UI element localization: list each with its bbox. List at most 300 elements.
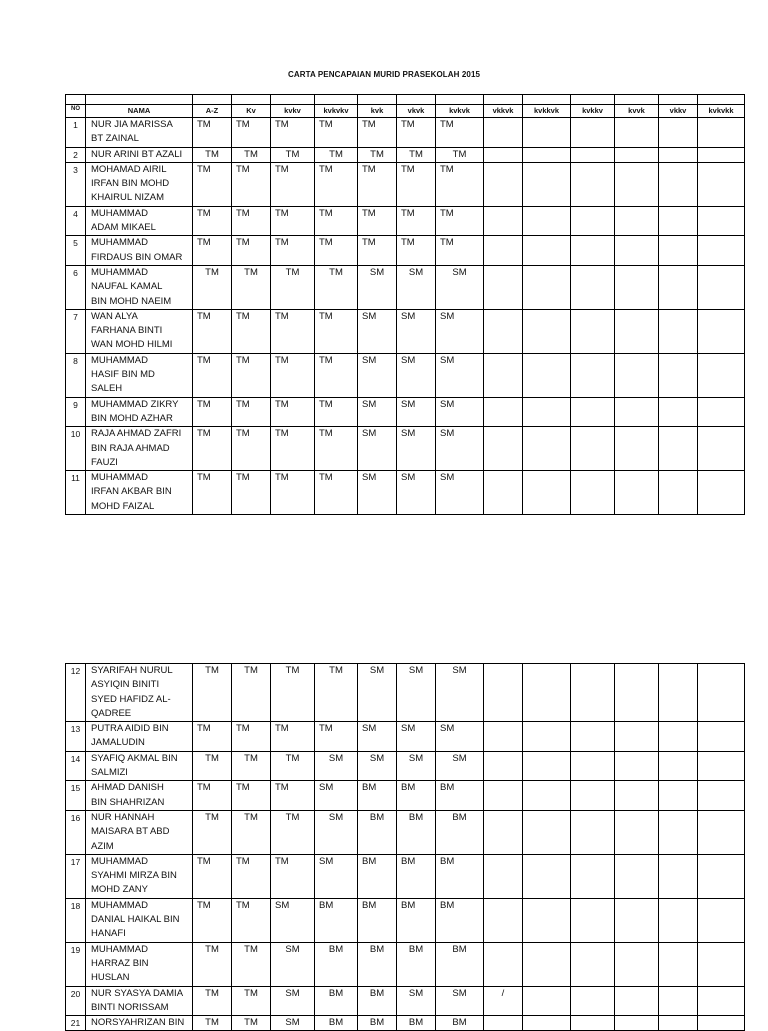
achievement-cell <box>659 854 698 898</box>
achievement-cell: SM <box>271 986 315 1016</box>
achievement-cell: TM <box>232 162 271 206</box>
achievement-cell: TM <box>358 206 397 236</box>
achievement-cell: TM <box>232 810 271 854</box>
achievement-cell: TM <box>193 1016 232 1031</box>
achievement-cell: TM <box>271 265 315 309</box>
achievement-cell: TM <box>193 781 232 811</box>
achievement-cell: TM <box>232 722 271 752</box>
achievement-cell: TM <box>397 206 436 236</box>
achievement-cell: SM <box>397 471 436 515</box>
achievement-cell <box>571 427 615 471</box>
achievement-cell <box>698 236 745 266</box>
achievement-cell: TM <box>193 751 232 781</box>
achievement-cell: SM <box>315 854 358 898</box>
student-name-line: ADAM MIKAEL <box>91 222 156 234</box>
student-name <box>86 898 193 942</box>
achievement-cell: SM <box>315 810 358 854</box>
achievement-cell <box>659 810 698 854</box>
achievement-cell: TM <box>358 162 397 206</box>
achievement-cell: SM <box>358 397 397 427</box>
row-number: 20 <box>66 986 86 1016</box>
student-name <box>86 664 193 722</box>
achievement-cell: TM <box>315 397 358 427</box>
column-header: kvkkvk <box>523 105 571 118</box>
achievement-cell <box>659 236 698 266</box>
achievement-cell: TM <box>436 147 484 162</box>
achievement-cell: TM <box>271 118 315 148</box>
achievement-cell: TM <box>271 751 315 781</box>
achievement-cell: TM <box>193 854 232 898</box>
achievement-cell <box>615 751 659 781</box>
achievement-cell <box>484 810 523 854</box>
achievement-cell <box>571 147 615 162</box>
achievement-cell: TM <box>315 309 358 353</box>
achievement-cell <box>571 162 615 206</box>
achievement-cell: SM <box>271 942 315 986</box>
achievement-cell: TM <box>315 206 358 236</box>
empty-cell <box>66 95 86 105</box>
student-name-line: JAMALUDIN <box>91 737 145 749</box>
student-name <box>86 309 193 353</box>
column-header: kvkvkk <box>698 105 745 118</box>
achievement-cell: TM <box>436 162 484 206</box>
achievement-cell: TM <box>232 118 271 148</box>
achievement-cell <box>523 265 571 309</box>
achievement-cell <box>523 1016 571 1031</box>
student-name-line: NAUFAL KAMAL <box>91 281 163 293</box>
achievement-cell: BM <box>397 898 436 942</box>
achievement-cell <box>484 751 523 781</box>
achievement-cell <box>571 898 615 942</box>
achievement-cell: TM <box>232 397 271 427</box>
achievement-cell <box>484 147 523 162</box>
achievement-cell: SM <box>436 265 484 309</box>
achievement-cell <box>571 309 615 353</box>
achievement-cell <box>659 309 698 353</box>
table-row <box>66 986 745 1016</box>
student-name-line: ASYIQIN BINITI <box>91 679 160 691</box>
row-number: 14 <box>66 751 86 781</box>
achievement-cell <box>698 898 745 942</box>
achievement-cell: TM <box>193 236 232 266</box>
row-number: 9 <box>66 397 86 427</box>
achievement-cell: BM <box>436 810 484 854</box>
achievement-cell: SM <box>397 722 436 752</box>
achievement-cell <box>659 353 698 397</box>
achievement-cell: SM <box>397 265 436 309</box>
row-number: 4 <box>66 206 86 236</box>
achievement-cell: TM <box>193 471 232 515</box>
achievement-cell: TM <box>271 854 315 898</box>
row-number: 21 <box>66 1016 86 1031</box>
student-name-line: FAUZI <box>91 456 118 468</box>
achievement-cell <box>484 265 523 309</box>
achievement-cell: TM <box>358 147 397 162</box>
achievement-cell <box>523 427 571 471</box>
achievement-cell <box>615 353 659 397</box>
achievement-cell: TM <box>193 353 232 397</box>
achievement-cell <box>615 781 659 811</box>
student-name-line: MOHD FAIZAL <box>91 500 155 512</box>
achievement-cell <box>659 664 698 722</box>
table-row <box>66 427 745 471</box>
column-header: kvkvkv <box>315 105 358 118</box>
achievement-cell: TM <box>193 986 232 1016</box>
achievement-cell: SM <box>358 427 397 471</box>
row-number: 16 <box>66 810 86 854</box>
achievement-cell <box>523 898 571 942</box>
student-name-line: RAJA AHMAD ZAFRI <box>91 428 182 440</box>
row-number: 17 <box>66 854 86 898</box>
student-name-line: MUHAMMAD <box>91 354 148 366</box>
achievement-cell: SM <box>436 353 484 397</box>
achievement-cell: SM <box>397 397 436 427</box>
student-name-line: BIN MOHD NAEIM <box>91 295 172 307</box>
achievement-cell: BM <box>397 942 436 986</box>
achievement-cell: TM <box>232 751 271 781</box>
column-header: vkkv <box>659 105 698 118</box>
achievement-cell <box>615 986 659 1016</box>
table-row <box>66 397 745 427</box>
achievement-cell <box>659 397 698 427</box>
achievement-cell: TM <box>232 309 271 353</box>
achievement-cell: TM <box>193 810 232 854</box>
achievement-cell <box>484 781 523 811</box>
achievement-cell: TM <box>271 810 315 854</box>
achievement-cell <box>484 309 523 353</box>
achievement-cell: TM <box>232 781 271 811</box>
row-number: 15 <box>66 781 86 811</box>
student-name-line: AZIM <box>91 840 114 852</box>
achievement-cell <box>615 118 659 148</box>
achievement-cell <box>698 722 745 752</box>
achievement-cell <box>523 471 571 515</box>
achievement-cell <box>698 942 745 986</box>
achievement-cell: TM <box>232 265 271 309</box>
student-name <box>86 353 193 397</box>
student-name-line: MUHAMMAD <box>91 472 148 484</box>
row-number: 3 <box>66 162 86 206</box>
student-name-line: FARHANA BINTI <box>91 325 163 337</box>
achievement-cell: TM <box>193 427 232 471</box>
achievement-cell: TM <box>271 427 315 471</box>
achievement-cell: BM <box>358 810 397 854</box>
column-header: kvkv <box>271 105 315 118</box>
achievement-cell: SM <box>315 781 358 811</box>
row-number: 2 <box>66 147 86 162</box>
achievement-cell <box>571 810 615 854</box>
achievement-cell: TM <box>271 471 315 515</box>
achievement-cell: BM <box>397 781 436 811</box>
achievement-cell <box>659 898 698 942</box>
achievement-cell: TM <box>232 206 271 236</box>
student-name <box>86 162 193 206</box>
achievement-cell <box>615 942 659 986</box>
student-name-line: SYED HAFIDZ AL- <box>91 693 171 705</box>
achievement-cell: BM <box>436 781 484 811</box>
student-name <box>86 427 193 471</box>
achievement-cell: BM <box>358 986 397 1016</box>
spacer-row <box>66 95 745 105</box>
student-name-line: MUHAMMAD <box>91 899 148 911</box>
achievement-cell: TM <box>271 397 315 427</box>
table-row <box>66 265 745 309</box>
student-name-line: BINTI NORISSAM <box>91 1001 169 1013</box>
student-name-line: MAISARA BT ABD <box>91 826 170 838</box>
student-name-line: MUHAMMAD <box>91 855 148 867</box>
achievement-cell <box>523 854 571 898</box>
student-name-line: IRFAN BIN MOHD <box>91 178 170 190</box>
column-header: vkvk <box>397 105 436 118</box>
achievement-cell: TM <box>232 986 271 1016</box>
achievement-cell <box>659 162 698 206</box>
achievement-cell: SM <box>358 722 397 752</box>
achievement-cell: SM <box>397 986 436 1016</box>
achievement-cell <box>698 781 745 811</box>
achievement-cell: TM <box>193 147 232 162</box>
achievement-cell <box>484 206 523 236</box>
student-name-line: HANAFI <box>91 928 126 940</box>
achievement-cell <box>523 309 571 353</box>
achievement-cell <box>571 664 615 722</box>
achievement-cell <box>571 722 615 752</box>
achievement-cell: TM <box>271 147 315 162</box>
achievement-cell <box>571 471 615 515</box>
achievement-cell: SM <box>436 397 484 427</box>
achievement-cell: BM <box>358 854 397 898</box>
student-name <box>86 722 193 752</box>
achievement-cell: BM <box>397 1016 436 1031</box>
student-name <box>86 1016 193 1031</box>
achievement-cell <box>484 1016 523 1031</box>
achievement-cell: TM <box>193 206 232 236</box>
student-name-line: MUHAMMAD <box>91 207 148 219</box>
achievement-cell: TM <box>271 162 315 206</box>
table-row <box>66 236 745 266</box>
achievement-cell <box>659 265 698 309</box>
achievement-cell <box>615 471 659 515</box>
empty-cell <box>571 95 615 105</box>
student-name-line: DANIAL HAIKAL BIN <box>91 914 180 926</box>
achievement-cell: SM <box>358 664 397 722</box>
empty-cell <box>436 95 484 105</box>
achievement-cell <box>698 353 745 397</box>
table-row <box>66 206 745 236</box>
achievement-cell <box>523 162 571 206</box>
empty-cell <box>86 95 193 105</box>
student-name-line: SALMIZI <box>91 767 128 779</box>
column-header: kvkkv <box>571 105 615 118</box>
achievement-cell: BM <box>315 986 358 1016</box>
student-name-line: NUR SYASYA DAMIA <box>91 987 184 999</box>
achievement-cell: BM <box>315 942 358 986</box>
column-header: NAMA <box>86 105 193 118</box>
achievement-cell <box>523 147 571 162</box>
achievement-cell <box>484 898 523 942</box>
achievement-cell: SM <box>436 751 484 781</box>
achievement-cell <box>571 397 615 427</box>
row-number: 12 <box>66 664 86 722</box>
achievement-cell: TM <box>271 664 315 722</box>
student-name-line: NUR JIA MARISSA <box>91 119 173 130</box>
achievement-cell <box>615 427 659 471</box>
achievement-cell <box>571 986 615 1016</box>
row-number: 8 <box>66 353 86 397</box>
table-row <box>66 781 745 811</box>
row-number: 13 <box>66 722 86 752</box>
achievement-cell <box>571 942 615 986</box>
achievement-cell <box>615 206 659 236</box>
achievement-cell <box>523 664 571 722</box>
achievement-cell <box>659 427 698 471</box>
achievement-cell <box>571 353 615 397</box>
student-name-line: HASIF BIN MD <box>91 369 155 381</box>
achievement-cell: TM <box>193 664 232 722</box>
table-row <box>66 1016 745 1031</box>
student-name-line: SYAHMI MIRZA BIN <box>91 870 177 882</box>
student-name-line: MOHAMAD AIRIL <box>91 163 167 175</box>
achievement-cell <box>698 810 745 854</box>
achievement-cell: TM <box>315 427 358 471</box>
achievement-cell: BM <box>436 942 484 986</box>
achievement-cell: TM <box>315 118 358 148</box>
student-name <box>86 781 193 811</box>
achievement-cell: TM <box>315 722 358 752</box>
achievement-cell: TM <box>232 898 271 942</box>
student-name <box>86 986 193 1016</box>
achievement-cell <box>659 471 698 515</box>
achievement-cell <box>659 147 698 162</box>
achievement-cell <box>659 751 698 781</box>
empty-cell <box>484 95 523 105</box>
empty-cell <box>698 95 745 105</box>
achievement-cell <box>659 1016 698 1031</box>
empty-cell <box>358 95 397 105</box>
student-name-line: BT ZAINAL <box>91 133 139 145</box>
achievement-cell: SM <box>436 664 484 722</box>
student-name <box>86 471 193 515</box>
achievement-cell <box>523 942 571 986</box>
row-number: 18 <box>66 898 86 942</box>
table-row <box>66 353 745 397</box>
achievement-cell: SM <box>315 751 358 781</box>
student-name-line: MUHAMMAD <box>91 943 148 955</box>
student-name-line: NUR ARINI BT AZALI <box>91 148 183 160</box>
achievement-cell <box>484 162 523 206</box>
table-row <box>66 118 745 148</box>
achievement-cell <box>698 751 745 781</box>
student-name-line: MUHAMMAD ZIKRY <box>91 398 179 410</box>
achievement-cell: TM <box>193 309 232 353</box>
achievement-cell: TM <box>232 427 271 471</box>
table-row <box>66 751 745 781</box>
achievement-cell: SM <box>436 309 484 353</box>
achievement-cell: / <box>484 986 523 1016</box>
empty-cell <box>271 95 315 105</box>
column-header: kvkvk <box>436 105 484 118</box>
achievement-cell: TM <box>193 162 232 206</box>
achievement-cell: BM <box>358 1016 397 1031</box>
achievement-cell <box>571 206 615 236</box>
achievement-cell <box>571 118 615 148</box>
achievement-cell <box>523 236 571 266</box>
achievement-cell: TM <box>397 147 436 162</box>
student-name-line: NUR HANNAH <box>91 811 155 823</box>
achievement-cell <box>659 781 698 811</box>
student-name-line: HARRAZ BIN <box>91 957 149 969</box>
achievement-cell <box>484 353 523 397</box>
header-row <box>66 105 745 118</box>
achievement-cell <box>698 147 745 162</box>
achievement-cell: TM <box>397 162 436 206</box>
student-name-line: SYARIFAH NURUL <box>91 665 173 676</box>
achievement-cell <box>698 427 745 471</box>
student-name-line: SYAFIQ AKMAL BIN <box>91 752 178 764</box>
student-name-line: HUSLAN <box>91 972 130 984</box>
row-number: 19 <box>66 942 86 986</box>
achievement-cell <box>615 810 659 854</box>
achievement-cell: BM <box>397 854 436 898</box>
achievement-cell <box>659 118 698 148</box>
achievement-cell: TM <box>271 781 315 811</box>
achievement-cell <box>523 722 571 752</box>
empty-cell <box>232 95 271 105</box>
page-title: CARTA PENCAPAIAN MURID PRASEKOLAH 2015 <box>287 70 481 79</box>
achievement-cell: BM <box>436 1016 484 1031</box>
student-name-line: BIN MOHD AZHAR <box>91 412 173 424</box>
column-header: kvk <box>358 105 397 118</box>
achievement-cell: SM <box>436 722 484 752</box>
achievement-cell <box>615 722 659 752</box>
row-number: 7 <box>66 309 86 353</box>
achievement-cell <box>523 751 571 781</box>
achievement-cell: TM <box>232 147 271 162</box>
achievement-cell: SM <box>358 751 397 781</box>
achievement-cell: TM <box>271 722 315 752</box>
achievement-cell: SM <box>436 986 484 1016</box>
student-name-line: AHMAD DANISH <box>91 782 164 794</box>
achievement-cell <box>698 986 745 1016</box>
achievement-cell <box>523 986 571 1016</box>
achievement-cell <box>698 664 745 722</box>
achievement-cell: BM <box>358 898 397 942</box>
student-name <box>86 118 193 148</box>
achievement-cell <box>698 118 745 148</box>
achievement-cell: SM <box>436 471 484 515</box>
achievement-cell: TM <box>271 206 315 236</box>
achievement-cell <box>659 942 698 986</box>
column-header: vkkvk <box>484 105 523 118</box>
achievement-cell <box>484 118 523 148</box>
achievement-cell: TM <box>232 236 271 266</box>
achievement-cell: TM <box>193 942 232 986</box>
empty-cell <box>659 95 698 105</box>
student-name <box>86 397 193 427</box>
table-row <box>66 147 745 162</box>
achievement-cell: TM <box>315 162 358 206</box>
empty-cell <box>315 95 358 105</box>
achievement-cell <box>698 265 745 309</box>
achievement-cell: TM <box>436 118 484 148</box>
achievement-cell <box>615 854 659 898</box>
row-number: 11 <box>66 471 86 515</box>
achievement-cell: SM <box>358 353 397 397</box>
achievement-cell: TM <box>193 397 232 427</box>
achievement-cell <box>484 397 523 427</box>
student-name <box>86 810 193 854</box>
student-name-line: QADREE <box>91 707 132 719</box>
table-row <box>66 722 745 752</box>
